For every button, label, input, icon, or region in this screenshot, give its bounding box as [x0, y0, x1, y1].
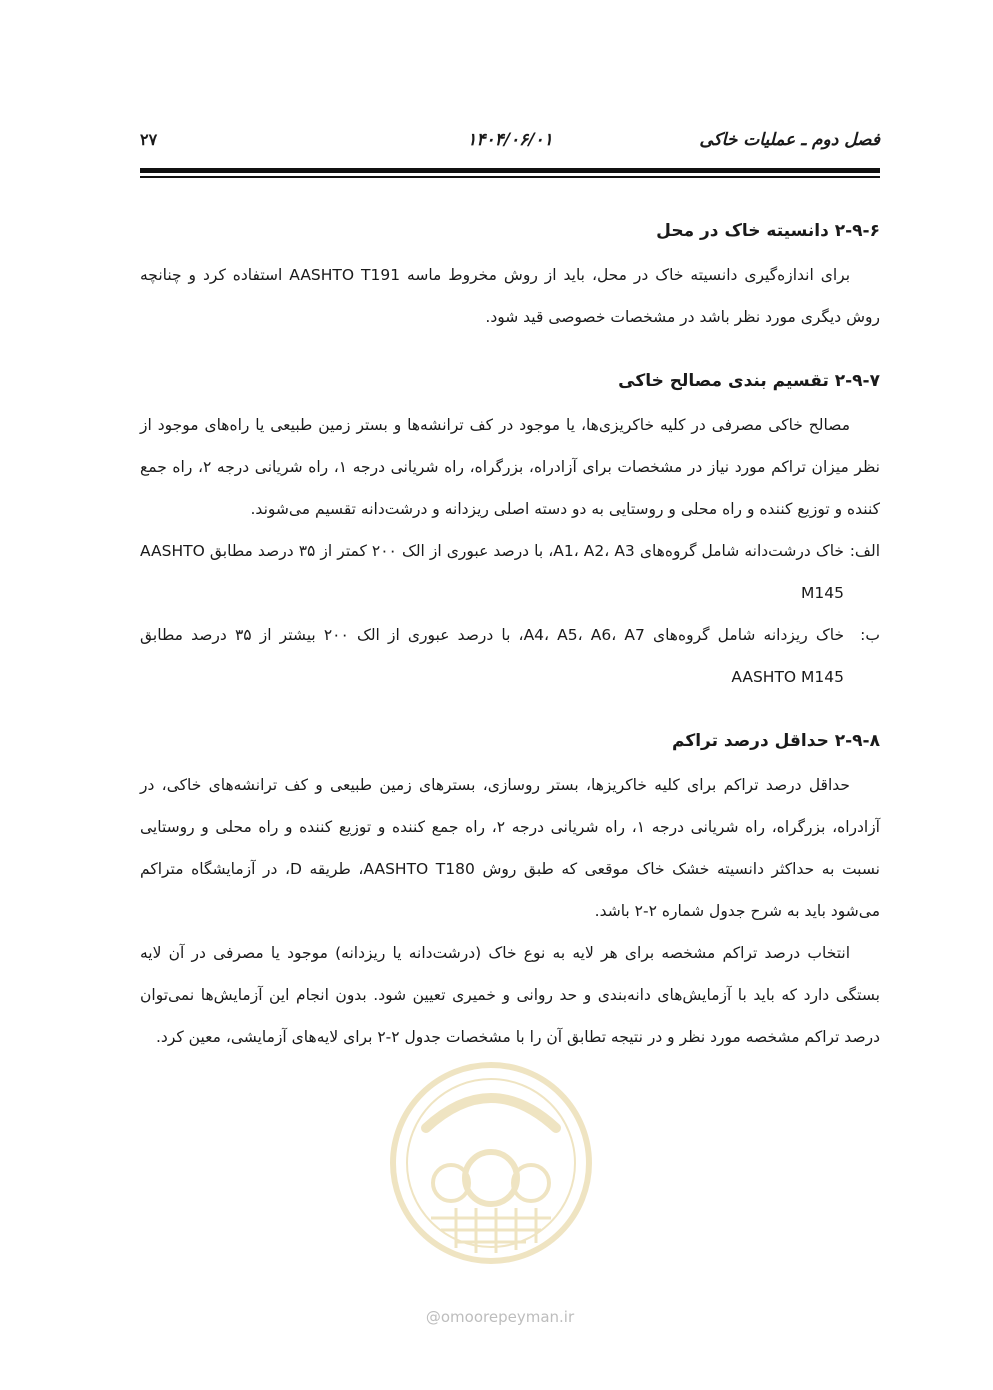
header-rule-thin [140, 176, 880, 178]
list-marker: الف: [849, 542, 880, 560]
paragraph: حداقل درصد تراکم برای کلیه خاکریزها، بستر روسازی، بسترهای زمین طبیعی و کف ترانشه‌های خاکی، در آزادراه، بزرگراه، راه شریانی درجه ۱، راه شریانی درجه ۲، راه جمع کننده و توزیع کننده و راه محلی و روستایی نسبت به حداکثر دانسیته خشک خاک موقعی که طبق روش AASHTO T180، طریقه D، در آزمایشگاه متراکم می‌شود باید به شرح جدول شماره ۲-۲ باشد. [140, 776, 880, 920]
section-heading: ۲-۹-۷ تقسیم بندی مصالح خاکی [618, 371, 880, 391]
header-date: ۱۴۰۴/۰۶/۰۱ [467, 130, 553, 150]
chapter-title: فصل دوم ـ عملیات خاکی [699, 130, 880, 150]
watermark-text: @omoorepeyman.ir [425, 1308, 575, 1326]
list-item-text: خاک ریزدانه شامل گروه‌های A4، A5، A6، A7، با درصد عبوری از الک ۲۰۰ بیشتر از ۳۵ درصد مطابق AASHTO M145 [140, 626, 845, 686]
section-heading: ۲-۹-۶ دانسیته خاک در محل [656, 221, 880, 241]
list-item [140, 530, 880, 614]
page-header [140, 128, 880, 162]
section [140, 718, 880, 1058]
list-item-text: خاک درشت‌دانه شامل گروه‌های A1، A2، A3، با درصد عبوری از الک ۲۰۰ کمتر از ۳۵ درصد مطابق AASHTO M145 [140, 542, 844, 602]
list-item [140, 614, 880, 698]
section-heading: ۲-۹-۸ حداقل درصد تراکم [672, 731, 880, 751]
list-marker: ب: [860, 626, 880, 644]
seal-logo-icon [386, 1058, 596, 1268]
paragraph: انتخاب درصد تراکم مشخصه برای هر لایه به نوع خاک (درشت‌دانه یا ریزدانه) موجود یا مصرفی در آن لایه بستگی دارد که باید با آزمایش‌های دانه‌بندی و حد روانی و خمیری تعیین شود. بدون انجام این آزمایش‌ها نمی‌توان درصد تراکم مشخصه مورد نظر و در نتیجه تطابق آن را با مشخصات جدول ۲-۲ برای لایه‌های آزمایشی، معین کرد. [140, 944, 880, 1046]
section [140, 208, 880, 338]
page-content [140, 208, 880, 1058]
header-rule-thick [140, 168, 880, 173]
paragraph: برای اندازه‌گیری دانسیته خاک در محل، باید از روش مخروط ماسه AASHTO T191 استفاده کرد و چنانچه روش دیگری مورد نظر باشد در مشخصات خصوصی قید شود. [140, 266, 880, 326]
page-number: ۲۷ [140, 130, 158, 149]
section [140, 358, 880, 698]
paragraph: مصالح خاکی مصرفی در کلیه خاکریزی‌ها، یا موجود در کف ترانشه‌ها و بستر زمین طبیعی یا راه‌های موجود از نظر میزان تراکم مورد نیاز در مشخصات برای آزادراه، بزرگراه، راه شریانی درجه ۱، راه شریانی درجه ۲، راه جمع کننده و توزیع کننده و راه محلی و روستایی به دو دسته اصلی ریزدانه و درشت‌دانه تقسیم می‌شوند. [140, 416, 880, 518]
